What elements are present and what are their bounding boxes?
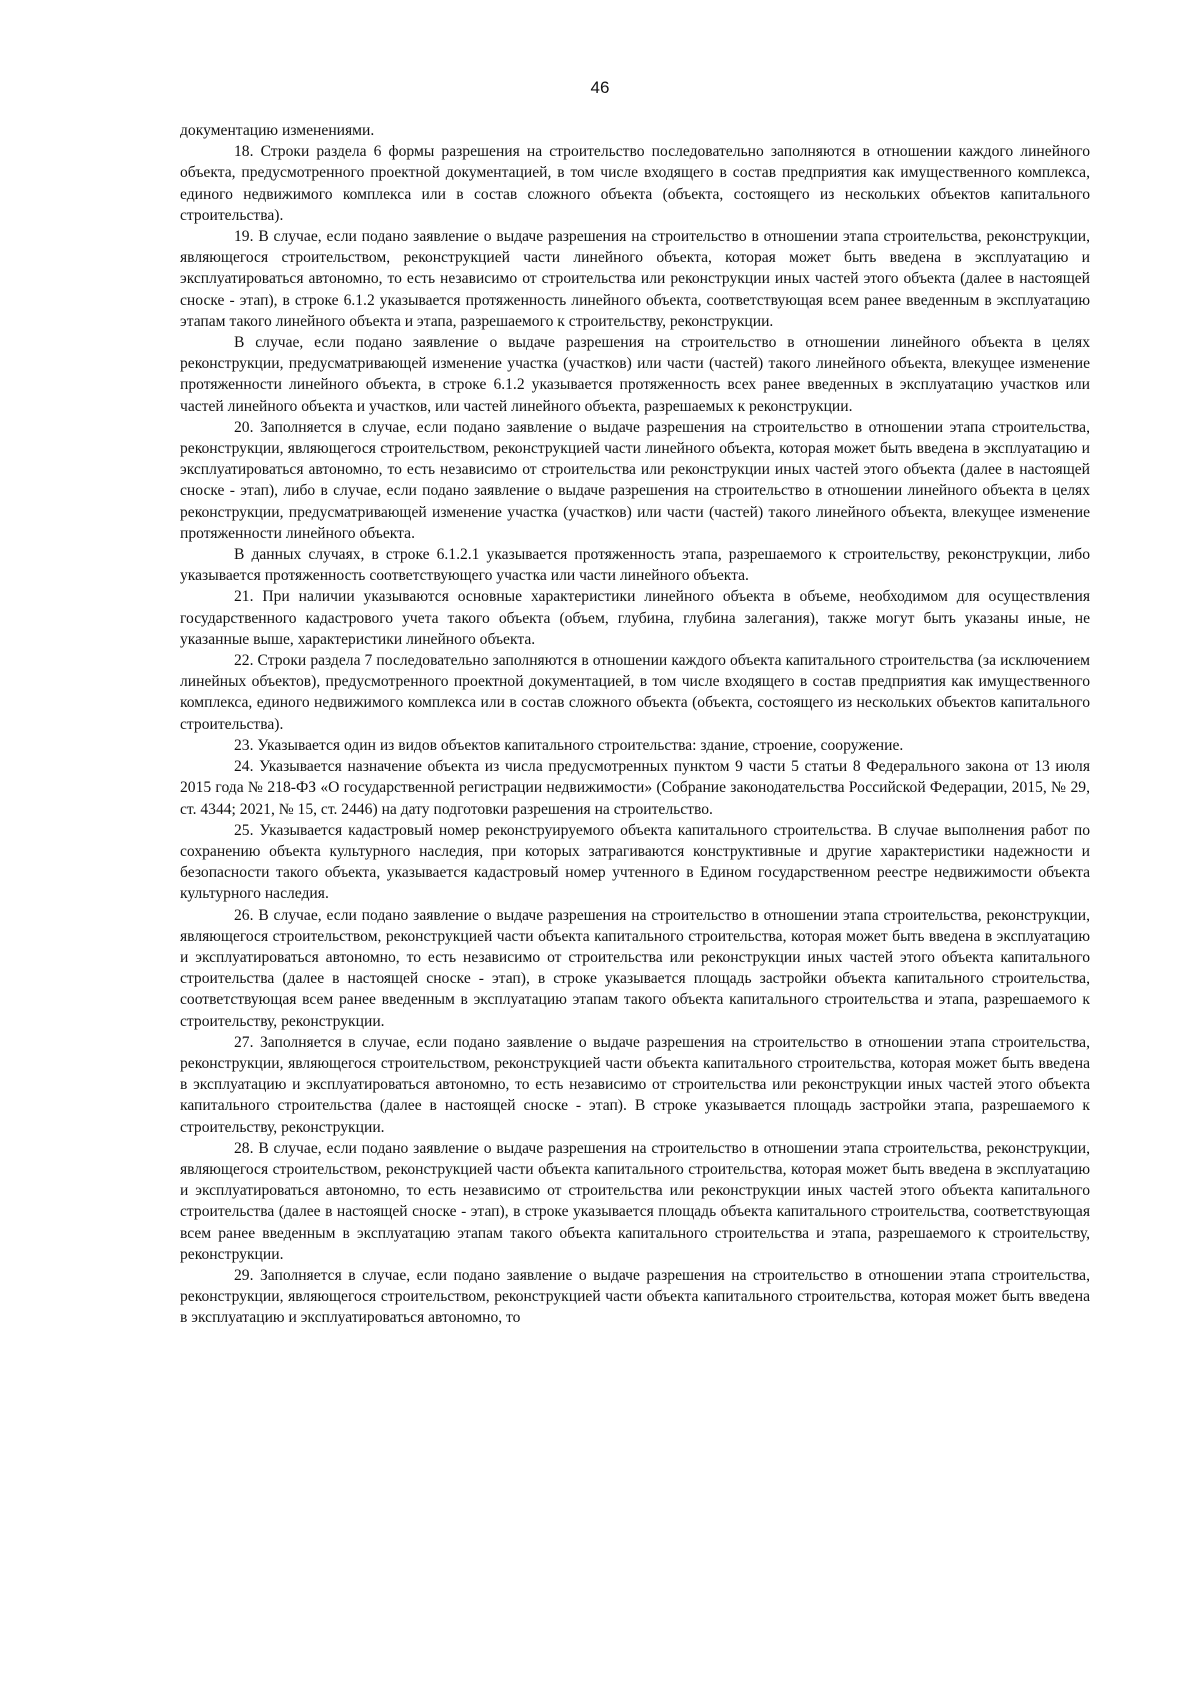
paragraph-continuation: документацию изменениями. (180, 122, 375, 139)
page-number: 46 (590, 78, 610, 97)
document-body (180, 120, 1090, 1329)
paragraph-22: 22. Строки раздела 7 последовательно заполняются в отношении каждого объекта капитального строительства (за исключением линейных объектов), предусмотренного проектной документацией, в том числе входящего в состав предприятия как имущественного комплекса, единого недвижимого комплекса или в состав сложного объекта (объекта, состоящего из нескольких объектов капитального строительства). (180, 652, 1090, 733)
paragraph-24: 24. Указывается назначение объекта из числа предусмотренных пунктом 9 части 5 статьи 8 Федерального закона от 13 июля 2015 года № 218-ФЗ «О государственной регистрации недвижимости» (Собрание законодательства Российской Федерации, 2015, № 29, ст. 4344; 2021, № 15, ст. 2446) на дату подготовки разрешения на строительство. (180, 758, 1090, 818)
paragraph-19: 19. В случае, если подано заявление о выдаче разрешения на строительство в отношении этапа строительства, реконструкции, являющегося строительством, реконструкцией части линейного объекта, которая может быть введена в эксплуатацию и эксплуатироваться автономно, то есть независимо от строительства или реконструкции иных частей этого объекта (далее в настоящей сноске - этап), в строке 6.1.2 указывается протяженность линейного объекта, соответствующая всем ранее введенным в эксплуатацию этапам такого линейного объекта и этапа, разрешаемого к строительству, реконструкции. (180, 228, 1090, 330)
paragraph-18: 18. Строки раздела 6 формы разрешения на строительство последовательно заполняются в отношении каждого линейного объекта, предусмотренного проектной документацией, в том числе входящего в состав предприятия как имущественного комплекса, единого недвижимого комплекса или в состав сложного объекта (объекта, состоящего из нескольких объектов капитального строительства). (180, 143, 1090, 224)
paragraph-23: 23. Указывается один из видов объектов капитального строительства: здание, строение, сооружение. (234, 736, 904, 754)
paragraph-27: 27. Заполняется в случае, если подано заявление о выдаче разрешения на строительство в отношении этапа строительства, реконструкции, являющегося строительством, реконструкцией части объекта капитального строительства, которая может быть введена в эксплуатацию и эксплуатироваться автономно, то есть независимо от строительства или реконструкции иных частей этого объекта капитального строительства (далее в настоящей сноске - этап). В строке указывается площадь застройки этапа, разрешаемого к строительству, реконструкции. (180, 1033, 1090, 1136)
paragraph-25: 25. Указывается кадастровый номер реконструируемого объекта капитального строительства. В случае выполнения работ по сохранению объекта культурного наследия, при которых затрагиваются конструктивные и другие характеристики надежности и безопасности такого объекта, указывается кадастровый номер учтенного в Едином государственном реестре недвижимости объекта культурного наследия. (180, 821, 1090, 903)
paragraph-26: 26. В случае, если подано заявление о выдаче разрешения на строительство в отношении этапа строительства, реконструкции, являющегося строительством, реконструкцией части объекта капитального строительства, которая может быть введена в эксплуатацию и эксплуатироваться автономно, то есть независимо от строительства или реконструкции иных частей этого объекта капитального строительства (далее в настоящей сноске - этап), в строке указывается площадь застройки объекта капитального строительства, соответствующая всем ранее введенным в эксплуатацию этапам такого объекта капитального строительства и этапа, разрешаемого к строительству, реконструкции. (180, 906, 1090, 1030)
paragraph-21: 21. При наличии указываются основные характеристики линейного объекта в объеме, необходимом для осуществления государственного кадастрового учета такого объекта (объем, глубина, глубина залегания), также могут быть указаны иные, не указанные выше, характеристики линейного объекта. (180, 588, 1090, 648)
paragraph-19-cont: В случае, если подано заявление о выдаче разрешения на строительство в отношении линейного объекта в целях реконструкции, предусматривающей изменение участка (участков) или части (частей) такого линейного объекта, влекущее изменение протяженности линейного объекта, в строке 6.1.2 указывается протяженность всех ранее введенных в эксплуатацию участков или частей линейного объекта и участков, или частей линейного объекта, разрешаемых к реконструкции. (180, 334, 1090, 415)
paragraph-20: 20. Заполняется в случае, если подано заявление о выдаче разрешения на строительство в отношении этапа строительства, реконструкции, являющегося строительством, реконструкцией части линейного объекта, которая может быть введена в эксплуатацию и эксплуатироваться автономно, то есть независимо от строительства или реконструкции иных частей этого объекта (далее в настоящей сноске - этап), либо в случае, если подано заявление о выдаче разрешения на строительство в отношении линейного объекта в целях реконструкции, предусматривающей изменение участка (участков) или части (частей) такого линейного объекта, влекущее изменение протяженности линейного объекта. (180, 418, 1090, 542)
paragraph-29: 29. Заполняется в случае, если подано заявление о выдаче разрешения на строительство в отношении этапа строительства, реконструкции, являющегося строительством, реконструкцией части объекта капитального строительства, которая может быть введена в эксплуатацию и эксплуатироваться автономно, то (180, 1266, 1090, 1327)
paragraph-20-cont: В данных случаях, в строке 6.1.2.1 указывается протяженность этапа, разрешаемого к строительству, реконструкции, либо указывается протяженность соответствующего участка или части линейного объекта. (180, 546, 1090, 585)
paragraph-28: 28. В случае, если подано заявление о выдаче разрешения на строительство в отношении этапа строительства, реконструкции, являющегося строительством, реконструкцией части объекта капитального строительства, которая может быть введена в эксплуатацию и эксплуатироваться автономно, то есть независимо от строительства или реконструкции иных частей этого объекта капитального строительства (далее в настоящей сноске - этап), в строке указывается площадь объекта капитального строительства, соответствующая всем ранее введенным в эксплуатацию этапам такого объекта капитального строительства и этапа, разрешаемого к строительству, реконструкции. (180, 1139, 1090, 1263)
